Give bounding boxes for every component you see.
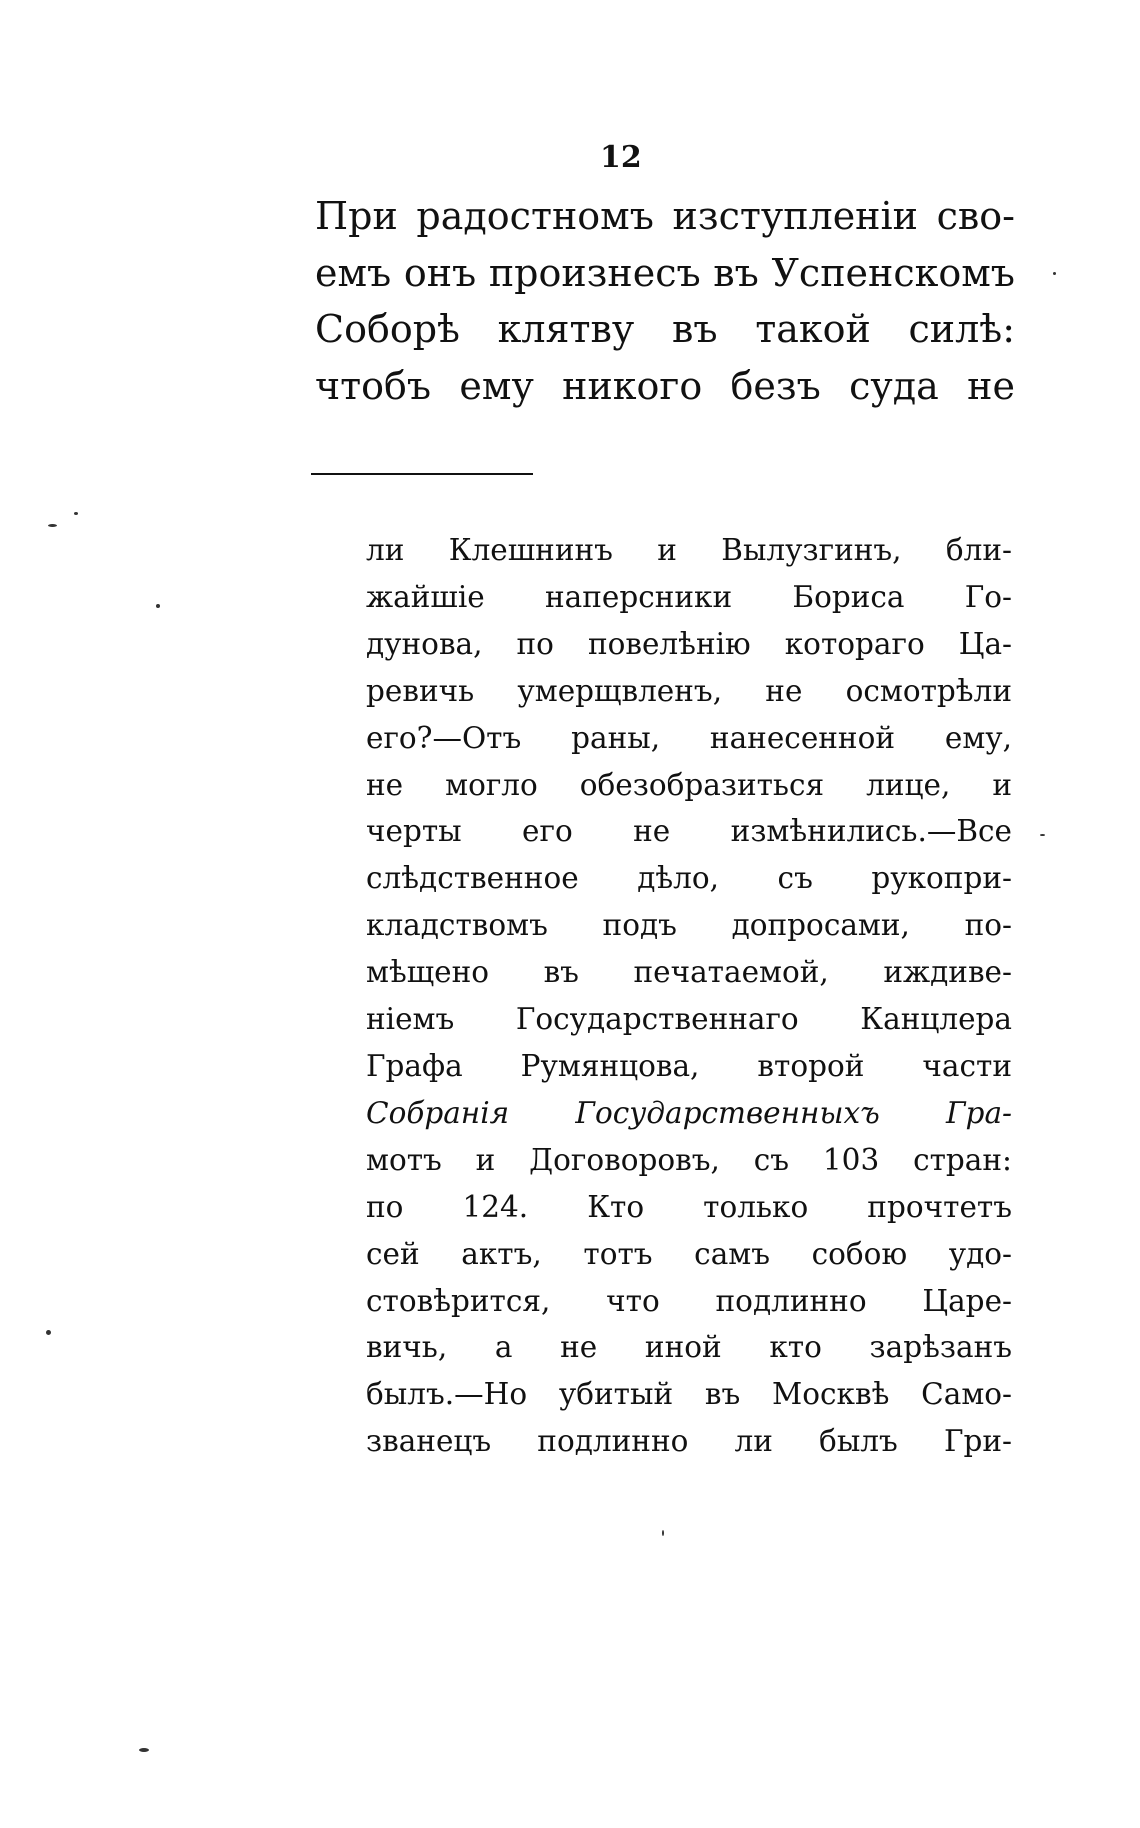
footnote-line: мотъ и Договоровъ, съ 103 стран: xyxy=(366,1142,1012,1177)
main-text xyxy=(315,188,1015,414)
footnote-line: дунова, по повелѣнію котораго Ца- xyxy=(366,626,1012,661)
footnote xyxy=(366,527,1012,1465)
footnote-line: ревичь умерщвленъ, не осмотрѣли xyxy=(366,673,1012,708)
scan-speck xyxy=(48,524,57,527)
footnote-line: мѣщено въ печатаемой, иждиве- xyxy=(366,955,1012,990)
footnote-line: стовѣрится, что подлинно Царе- xyxy=(366,1283,1012,1318)
scan-speck xyxy=(74,512,78,515)
footnote-line: кладствомъ подъ допросами, по- xyxy=(366,908,1012,943)
footnote-line: вичь, а не иной кто зарѣзанъ xyxy=(366,1330,1012,1365)
scan-speck xyxy=(1040,834,1045,836)
footnote-line: жайшіе наперсники Бориса Го- xyxy=(366,579,1012,614)
scan-speck xyxy=(46,1330,51,1335)
main-text-line: емъ онъ произнесъ въ Успенскомъ xyxy=(315,250,1015,295)
page-number: 12 xyxy=(600,140,642,175)
footnote-line: слѣдственное дѣло, съ рукопри- xyxy=(366,861,1012,896)
footnote-line: Собранія Государственныхъ Гра- xyxy=(366,1095,1012,1130)
footnote-line: по 124. Кто только прочтетъ xyxy=(366,1189,1012,1224)
footnote-line: не могло обезобразиться лице, и xyxy=(366,767,1012,802)
footnote-line: Графа Румянцова, второй части xyxy=(366,1048,1012,1083)
scan-speck xyxy=(139,1748,149,1752)
footnote-line: черты его не измѣнились.—Все xyxy=(366,814,1012,849)
footnote-line: ніемъ Государственнаго Канцлера xyxy=(366,1002,1012,1037)
main-text-line: чтобъ ему никого безъ суда не xyxy=(315,363,1015,408)
footnote-separator-rule xyxy=(311,473,533,475)
main-text-line: При радостномъ изступленіи сво- xyxy=(315,194,1015,238)
footnote-line: его?—Отъ раны, нанесенной ему, xyxy=(366,720,1012,755)
scan-speck xyxy=(156,604,160,608)
main-text-line: Соборѣ клятву въ такой силѣ: xyxy=(315,307,1015,352)
footnote-line: званецъ подлинно ли былъ Гри- xyxy=(366,1424,1012,1459)
scan-speck xyxy=(662,1530,664,1536)
scan-speck xyxy=(1053,272,1056,275)
footnote-line: былъ.—Но убитый въ Москвѣ Само- xyxy=(366,1377,1012,1412)
footnote-line: сей актъ, тотъ самъ собою удо- xyxy=(366,1236,1012,1271)
footnote-line: ли Клешнинъ и Вылузгинъ, бли- xyxy=(366,533,1012,567)
